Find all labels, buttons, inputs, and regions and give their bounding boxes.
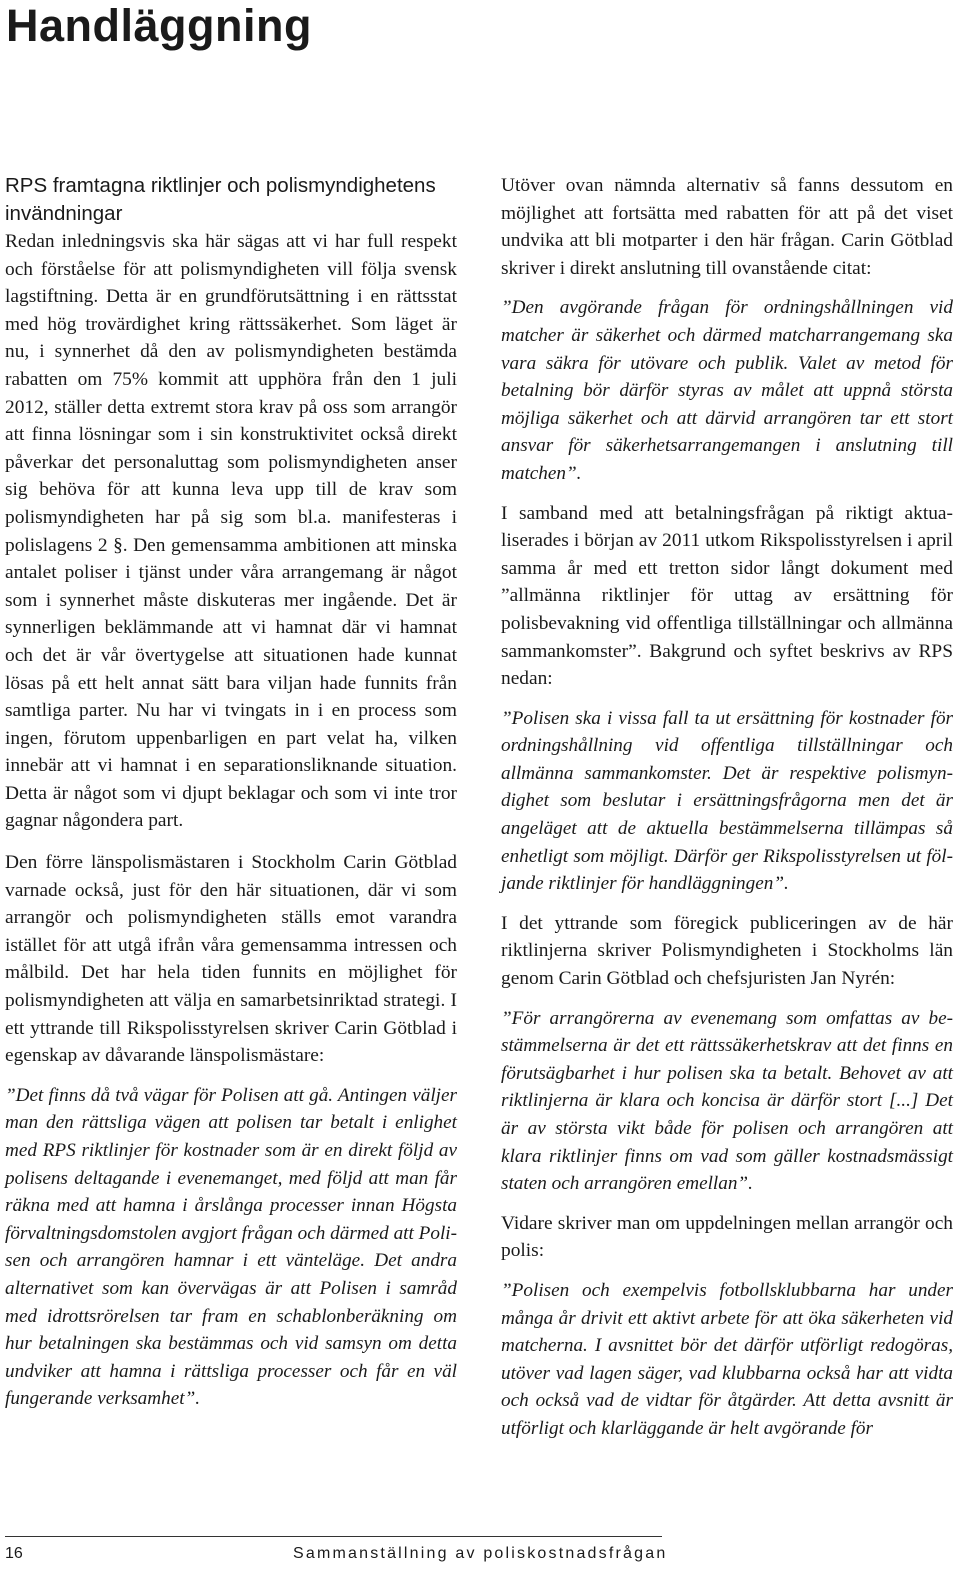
quote-paragraph: ”Polisen och exempelvis fotbollsklubbarna har under många år drivit ett aktivt arbete för att öka säkerheten vid matcherna. I avsnittet bör det därför utförligt redogöras, utöver vad lagen säger, vad klubbarna också har att vidta och också vad de vidtar för åtgärder. Att detta avsnitt är utförligt och klarläggande är helt avgörande för [501,1279,953,1439]
left-column [5,172,457,1413]
quote-paragraph: ”För arrangörerna av evenemang som omfattas av bestämmelserna är det ett rättssäkerhetskrav att det finns en förutsägbarhet i hur polisen ska ta betalt. Behovet av att riktlinjerna är klara och koncisa är därför stort [...] Det är av största vikt både för polisen och arrangören att klara riktlinjer finns om vad som gäller kostnadsmässigt staten och arrangören emellan”. [501,1007,953,1195]
page-title: Handläggning [6,0,312,51]
footer-title: Sammanställning av poliskostnadsfrågan [293,1545,668,1562]
footer-rule [5,1536,662,1537]
body-paragraph: Den förre länspolismästaren i Stockholm Carin Götblad varnade också, just för den här situationen, där vi som arrangör och polismyndigheten ställs emot varandra istället för att utgå ifrån våra gemensamma intressen och målbild. Det har hela tiden funnits en möjlighet för polismyndigheten att välja en samarbetsinriktad strategi. I ett yttrande till Rikspolisstyrelsen skriver Carin Götblad i egenskap av dåvarande länspolismästare: [5,852,457,1067]
quote-paragraph: ”Den avgörande frågan för ordningshållningen vid matcher är säkerhet och därmed matcharrangemang ska vara säkra för utövare och publik. Valet av metod för betalning bör därför styras av målet att uppnå största möjliga säkerhet och att därvid arrangören tar ett stort ansvar för säkerhetsarrangemangen i anslutning till matchen”. [501,297,953,484]
quote-paragraph: ”Polisen ska i vissa fall ta ut ersättning för kostnader för ordningshållning vid offentliga tillställningar och allmänna sammankomster. Det är respektive polismyndighet som beslutar i ersättningsfrågorna men det är angeläget att de aktuella bestämmelserna tillämpas så enhetligt som möjligt. Därför ger Rikspolisstyrelsen ut följande riktlinjer för handläggningen”. [501,707,953,895]
body-paragraph: Vidare skriver man om uppdelningen mellan arrangör och polis: [501,1212,953,1262]
section-heading: RPS framtagna riktlinjer och polismyndighetens invändningar [5,174,436,225]
body-paragraph: Utöver ovan nämnda alternativ så fanns dessutom en möjlighet att fortsätta med rabatten för att på det viset undvika att bli motparter i den här frågan. Carin Götblad skriver i direkt anslutning till ovanstående citat: [501,175,953,279]
body-paragraph: Redan inledningsvis ska här sägas att vi har full respekt och förståelse för att polismyndigheten vill följa svensk lagstiftning. Detta är en grundförutsättning i en rättsstat med hög trovärdighet kring rättssäkerhet. Som läget är nu, i synnerhet då den av polismyndigheten bestämda rabatten om 75% kommit att upphöra från den 1 juli 2012, ställer detta extremt stora krav på oss som arrangör att finna lösningar som i sin konstruktivitet också direkt påverkar det personaluttag som polismyndigheten anser sig behöva för att kunna leva upp till de krav som polismyndigheten har på sig som bl.a. manifesteras i polislagens 2 §. Den gemensamma ambitionen att minska antalet poliser i tjänst under våra arrangemang är något som i synnerhet måste diskuteras mer ingående. Det är synnerligen beklämmande att vi hamnat där vi hamnat och det är vår övertygelse att situationen hade kunnat lösas på ett helt annat sätt bara viljan hade funnits från samtliga parter. Nu har vi tvingats in i en process som ingen, förutom uppenbarligen en part velat ha, vilken innebär att vi hamnat i en separationsliknande situation. Detta är något som vi djupt beklagar och som vi inte tror gagnar någondera part. [5,231,457,832]
body-paragraph: I samband med att betalningsfrågan på riktigt aktualiserades i början av 2011 utkom Rikspolisstyrelsen i april samma år med ett tretton sidor långt dokument med ”allmänna riktlinjer för uttag av ersättning för polisbevakning vid offentliga tillställningar och allmänna sammankomster”. Bakgrund och syftet beskrivs av RPS nedan: [501,502,953,690]
quote-paragraph: ”Det finns då två vägar för Polisen att gå. Antingen väljer man den rättsliga vägen att polisen tar betalt i enlighet med RPS riktlinjer för kostnader som är en direkt följd av polisens deltagande i evenemanget, med följd att man får räkna med att hamna i årslånga processer innan Högsta förvaltningsdomstolen avgjort frågan och därmed att Polisen och arrangören hamnar i ett vänteläge. Det andra alternativet som kan övervägas är att Polisen i samråd med idrottsrörelsen tar fram en schablonberäkning om hur betalningen ska bestämmas och vid samsyn om detta undviker att hamna i rättsliga processer och får en väl fungerande verksamhet”. [5,1084,457,1410]
page-number: 16 [5,1545,23,1562]
right-column [501,172,953,1443]
body-paragraph: I det yttrande som föregick publiceringen av de här riktlinjerna skriver Polismyndigheten i Stockholms län genom Carin Götblad och chefsjuristen Jan Nyrén: [501,912,953,990]
